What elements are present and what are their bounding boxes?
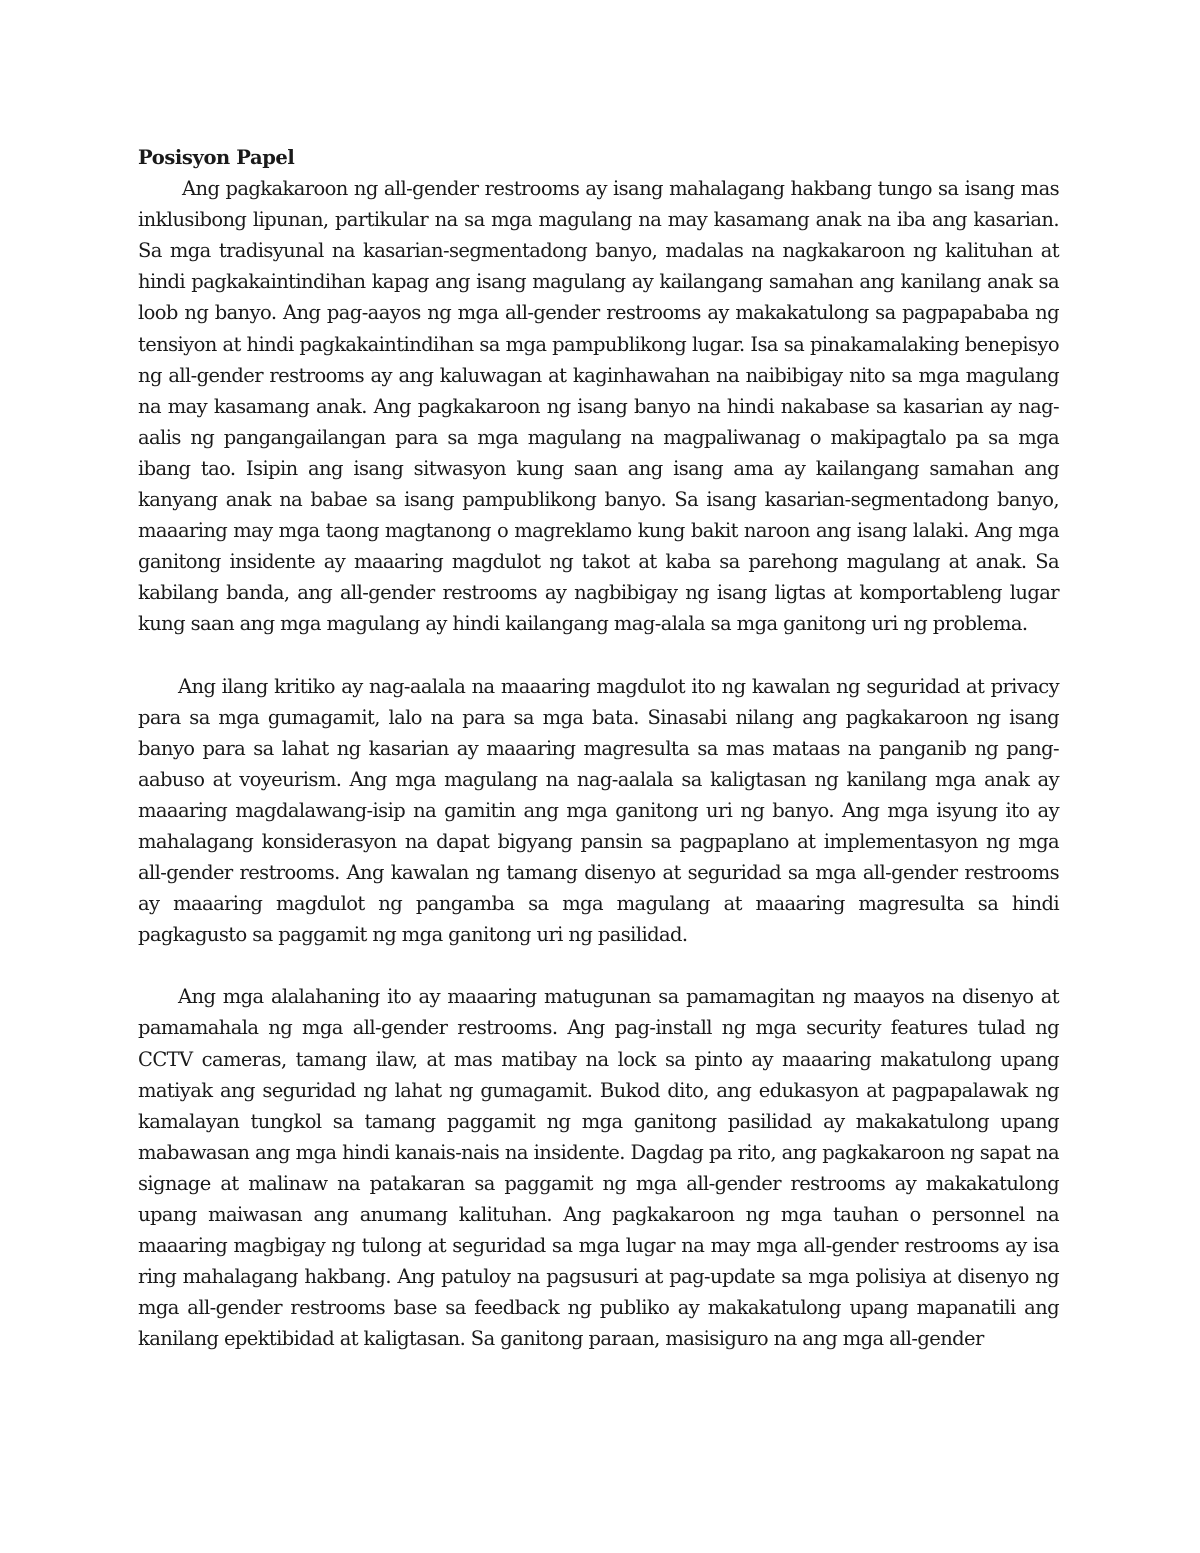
document-title: Posisyon Papel <box>138 146 295 169</box>
paragraph-2: Ang ilang kritiko ay nag-aalala na maaaring magdulot ito ng kawalan ng seguridad at privacy para sa mga gumagamit, lalo na para sa mga bata. Sinasabi nilang ang pagkakaroon ng isang banyo para sa lahat ng kasarian ay maaaring magresulta sa mas mataas na panganib ng pang-aabuso at voyeurism. Ang mga magulang na nag-aalala sa kaligtasan ng kanilang mga anak ay maaaring magdalawang-isip na gamitin ang mga ganitong uri ng banyo. Ang mga isyung ito ay mahalagang konsiderasyon na dapat bigyang pansin sa pagpaplano at implementasyon ng mga all-gender restrooms. Ang kawalan ng tamang disenyo at seguridad sa mga all-gender restrooms ay maaaring magdulot ng pangamba sa mga magulang at maaaring magresulta sa hindi pagkagusto sa paggamit ng mga ganitong uri ng pasilidad. <box>138 674 1059 947</box>
paragraph-3: Ang mga alalahaning ito ay maaaring matugunan sa pamamagitan ng maayos na disenyo at pamamahala ng mga all-gender restrooms. Ang pag-install ng mga security features tulad ng CCTV cameras, tamang ilaw, at mas matibay na lock sa pinto ay maaaring makatulong upang matiyak ang seguridad ng lahat ng gumagamit. Bukod dito, ang edukasyon at pagpapalawak ng kamalayan tungkol sa tamang paggamit ng mga ganitong pasilidad ay makakatulong upang mabawasan ang mga hindi kanais-nais na insidente. Dagdag pa rito, ang pagkakaroon ng sapat na signage at malinaw na patakaran sa paggamit ng mga all-gender restrooms ay makakatulong upang maiwasan ang anumang kalituhan. Ang pagkakaroon ng mga tauhan o personnel na maaaring magbigay ng tulong at seguridad sa mga lugar na may mga all-gender restrooms ay isa ring mahalagang hakbang. Ang patuloy na pagsusuri at pag-update sa mga polisiya at disenyo ng mga all-gender restrooms base sa feedback ng publiko ay makakatulong upang mapanatili ang kanilang epektibidad at kaligtasan. Sa ganitong paraan, masisiguro na ang mga all-gender <box>138 985 1059 1351</box>
paragraph-1: Ang pagkakaroon ng all-gender restrooms ay isang mahalagang hakbang tungo sa isang mas inklusibong lipunan, partikular na sa mga magulang na may kasamang anak na iba ang kasarian. Sa mga tradisyunal na kasarian-segmentadong banyo, madalas na nagkakaroon ng kalituhan at hindi pagkakaintindihan kapag ang isang magulang ay kailangang samahan ang kanilang anak sa loob ng banyo. Ang pag-aayos ng mga all-gender restrooms ay makakatulong sa pagpapababa ng tensiyon at hindi pagkakaintindihan sa mga pampublikong lugar. Isa sa pinakamalaking benepisyo ng all-gender restrooms ay ang kaluwagan at kaginhawahan na naibibigay nito sa mga magulang na may kasamang anak. Ang pagkakaroon ng isang banyo na hindi nakabase sa kasarian ay nag-aalis ng pangangailangan para sa mga magulang na magpaliwanag o makipagtalo pa sa mga ibang tao. Isipin ang isang sitwasyon kung saan ang isang ama ay kailangang samahan ang kanyang anak na babae sa isang pampublikong banyo. Sa isang kasarian-segmentadong banyo, maaaring may mga taong magtanong o magreklamo kung bakit naroon ang isang lalaki. Ang mga ganitong insidente ay maaaring magdulot ng takot at kaba sa parehong magulang at anak. Sa kabilang banda, ang all-gender restrooms ay nagbibigay ng isang ligtas at komportableng lugar kung saan ang mga magulang ay hindi kailangang mag-alala sa mga ganitong uri ng problema. <box>138 177 1059 636</box>
document-body <box>138 142 1059 1354</box>
